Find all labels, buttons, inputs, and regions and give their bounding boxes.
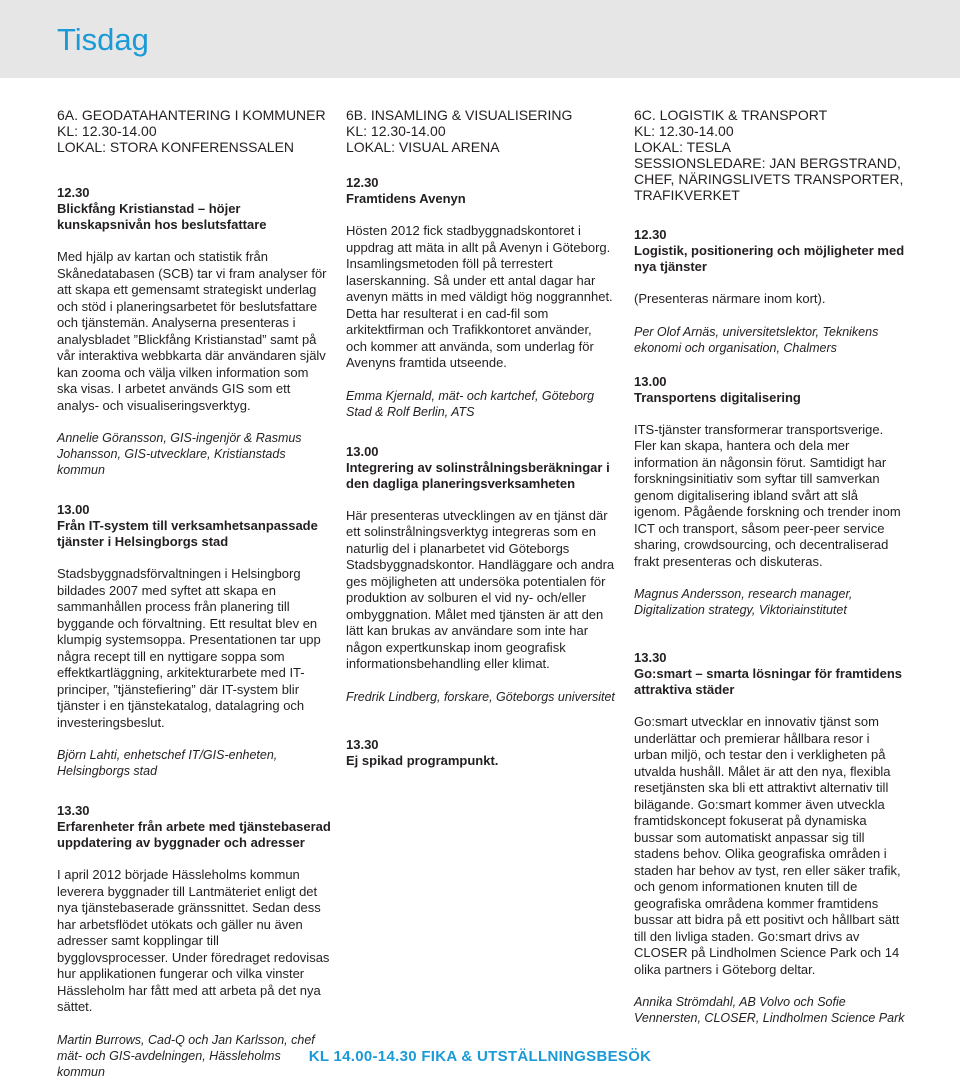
session-6b bbox=[346, 107, 616, 785]
session-6a bbox=[57, 107, 332, 1080]
talk-time: 13.00 bbox=[346, 443, 379, 459]
session-name: 6A. GEODATAHANTERING I KOMMUNER bbox=[57, 107, 326, 123]
talk bbox=[57, 185, 332, 478]
talk-time: 13.00 bbox=[634, 373, 667, 389]
talk bbox=[634, 227, 906, 356]
talk bbox=[346, 175, 616, 420]
talk-time: 12.30 bbox=[346, 175, 379, 190]
session-header bbox=[346, 107, 616, 155]
talk-title: Från IT-system till verksamhetsanpassade tjänster i Helsingborgs stad bbox=[57, 518, 318, 549]
talk-title: Transportens digitalisering bbox=[634, 389, 801, 405]
talk bbox=[634, 650, 906, 1026]
talk-title: Ej spikad programpunkt. bbox=[346, 752, 499, 768]
talk-speaker: Annika Strömdahl, AB Volvo och Sofie Vennersten, CLOSER, Lindholmen Science Park bbox=[634, 995, 905, 1025]
talk-time: 12.30 bbox=[634, 227, 667, 242]
page-header bbox=[0, 0, 960, 78]
talk-title: Go:smart – smarta lösningar för framtidens attraktiva städer bbox=[634, 666, 903, 697]
talk-time: 12.30 bbox=[57, 185, 90, 200]
talk bbox=[346, 737, 616, 769]
page-title: Tisdag bbox=[57, 22, 149, 57]
talk-title: Integrering av solinstrålningsberäkningar i den dagliga planeringsverksamheten bbox=[346, 459, 610, 491]
footer-break-notice: KL 14.00-14.30 FIKA & UTSTÄLLNINGSBESÖK bbox=[308, 1048, 652, 1065]
talk-title: Blickfång Kristianstad – höjer kunskapsnivån hos beslutsfattare bbox=[57, 201, 267, 232]
talk bbox=[634, 374, 906, 619]
talk-description: I april 2012 började Hässleholms kommun leverera byggnader till Lantmäteriet enligt det nya tjänstebaserade gränssnittet. Sedan dess har arbetsflödet utökats och gäller nu även adresser samt kopplingar till bygglovsprocesser. Under föredraget redovisas hur applikationen fungerar och vilka vinster Hässleholm har fått med att arbeta på det nya sättet. bbox=[57, 867, 330, 1014]
talk-time: 13.30 bbox=[57, 803, 90, 818]
session-time: KL: 12.30-14.00 bbox=[634, 123, 734, 139]
talk-title: Framtidens Avenyn bbox=[346, 191, 466, 206]
talk-description: (Presenteras närmare inom kort). bbox=[634, 291, 826, 306]
talk-description: Go:smart utvecklar en innovativ tjänst som underlättar och premierar hållbara resor i urban miljö, och testar den i verkligheten på utvalda hushåll. Målet är att den nya, flexibla resetjänsten ska bli ett attraktivt alternativ till bilägande. Go:smart kommer även utveckla framtidskoncept fokuserat på dynamiska bussar som automatiskt anpassar sig till stadens behov. Olika geografiska områden i staden har behov av tyst, ren eller säker trafik, och genom informationen knuten till de geografiska områdena kommer framtidens bussar att bidra på ett positivt och hållbart sätt till den livliga staden. Go:smart drivs av CLOSER på Lindholmen Science Park och 14 olika partners i Göteborg deltar. bbox=[634, 714, 901, 977]
session-time: KL: 12.30-14.00 bbox=[57, 123, 157, 139]
talk-speaker: Emma Kjernald, mät- och kartchef, Göteborg Stad & Rolf Berlin, ATS bbox=[346, 388, 595, 419]
talk-speaker: Per Olof Arnäs, universitetslektor, Teknikens ekonomi och organisation, Chalmers bbox=[634, 324, 879, 355]
session-room: LOKAL: STORA KONFERENSSALEN bbox=[57, 139, 295, 155]
talk bbox=[346, 444, 616, 705]
talk-time: 13.30 bbox=[634, 650, 667, 665]
talk-speaker: Martin Burrows, Cad-Q och Jan Karlsson, chef mät- och GIS-avdelningen, Hässleholms kommun bbox=[57, 1032, 315, 1079]
session-time: KL: 12.30-14.00 bbox=[346, 123, 446, 139]
talk-description: ITS-tjänster transformerar transportsverige. Fler kan skapa, hantera och dela mer information än någonsin förut. Samtidigt har forskningsinitiativ som syftar till samverkan genom digitalisering ibland svårt att slå igenom. Pågående forskning och trender inom ICT och transport, såsom peer-peer service sharing, crowdsourcing, och decentraliserad frakt presenteras och diskuteras. bbox=[634, 421, 901, 569]
talk-description: Med hjälp av kartan och statistik från Skånedatabasen (SCB) tar vi fram analyser för att skapa ett gemensamt strategiskt underlag och stöd i planeringsarbetet för beslutsfattare och tjänstemän. Analyserna presenteras i analysbladet ”Blickfång Kristianstad” samt på vår interaktiva webbkarta där användaren själv kan zooma och välja vilken information som ska visas. I arbetet används GIS som ett analys- och visualiseringsverktyg. bbox=[57, 249, 327, 413]
talk-time: 13.30 bbox=[346, 736, 379, 752]
session-room: LOKAL: VISUAL ARENA bbox=[346, 139, 500, 155]
talk-speaker: Magnus Andersson, research manager, Digitalization strategy, Viktoriainstitutet bbox=[634, 587, 853, 617]
session-name: 6C. LOGISTIK & TRANSPORT bbox=[634, 107, 828, 123]
session-6c bbox=[634, 107, 906, 1026]
talk-speaker: Annelie Göransson, GIS-ingenjör & Rasmus Johansson, GIS-utvecklare, Kristianstads kommun bbox=[57, 431, 302, 477]
session-room: LOKAL: TESLA bbox=[634, 139, 732, 155]
session-header bbox=[57, 107, 332, 155]
talk-time: 13.00 bbox=[57, 502, 90, 517]
talk bbox=[57, 502, 332, 779]
session-chair: SESSIONSLEDARE: JAN BERGSTRAND, CHEF, NÄRINGSLIVETS TRANSPORTER, TRAFIKVERKET bbox=[634, 155, 904, 203]
talk-description: Hösten 2012 fick stadbyggnadskontoret i uppdrag att mäta in allt på Avenyn i Göteborg. Insamlingsmetoden föll på terrestert laserskanning. Så under ett antal dagar har avenyn mätts in med väldigt hög noggrannhet. Detta har resulterat i en cad-fil som arkitektfirman och Trafikkontoret använder, och kommer att använda, som underlag för Avenyns framtida utseende. bbox=[346, 223, 613, 370]
talk-title: Logistik, positionering och möjligheter med nya tjänster bbox=[634, 243, 905, 274]
talk bbox=[57, 803, 332, 1080]
talk-speaker: Fredrik Lindberg, forskare, Göteborgs universitet bbox=[346, 689, 615, 704]
talk-description: Stadsbyggnadsförvaltningen i Helsingborg bildades 2007 med syftet att skapa en sammanhållen process från planering till byggande och förvaltning. Ett resultat blev en klumpig systemsoppa. Presentationen tar upp några recept till en nyttigare soppa som effektkartläggning, arkitekturarbete med IT-principer, ”tjänstefiering” där IT-system blir tjänster i en tjänstekatalog, datalagring och investeringsbeslut. bbox=[57, 566, 321, 730]
session-header bbox=[634, 107, 906, 203]
talk-description: Här presenteras utvecklingen av en tjänst där ett solinstrålningsverktyg integreras som en naturlig del i planarbetet vid Göteborgs Stadsbyggnadskontor. Handläggare och andra ges möjligheten att undersöka potentialen för produktion av solburen el vid ny- och/eller ombyggnation. Målet med tjänsten är att den lätt kan brukas av användare som inte har någon expertkunskap inom geografisk informationsbehandling eller klimat. bbox=[346, 507, 615, 671]
session-name: 6B. INSAMLING & VISUALISERING bbox=[346, 107, 573, 123]
talk-speaker: Björn Lahti, enhetschef IT/GIS-enheten, Helsingborgs stad bbox=[57, 748, 278, 778]
talk-title: Erfarenheter från arbete med tjänstebaserad uppdatering av byggnader och adresser bbox=[57, 819, 331, 850]
